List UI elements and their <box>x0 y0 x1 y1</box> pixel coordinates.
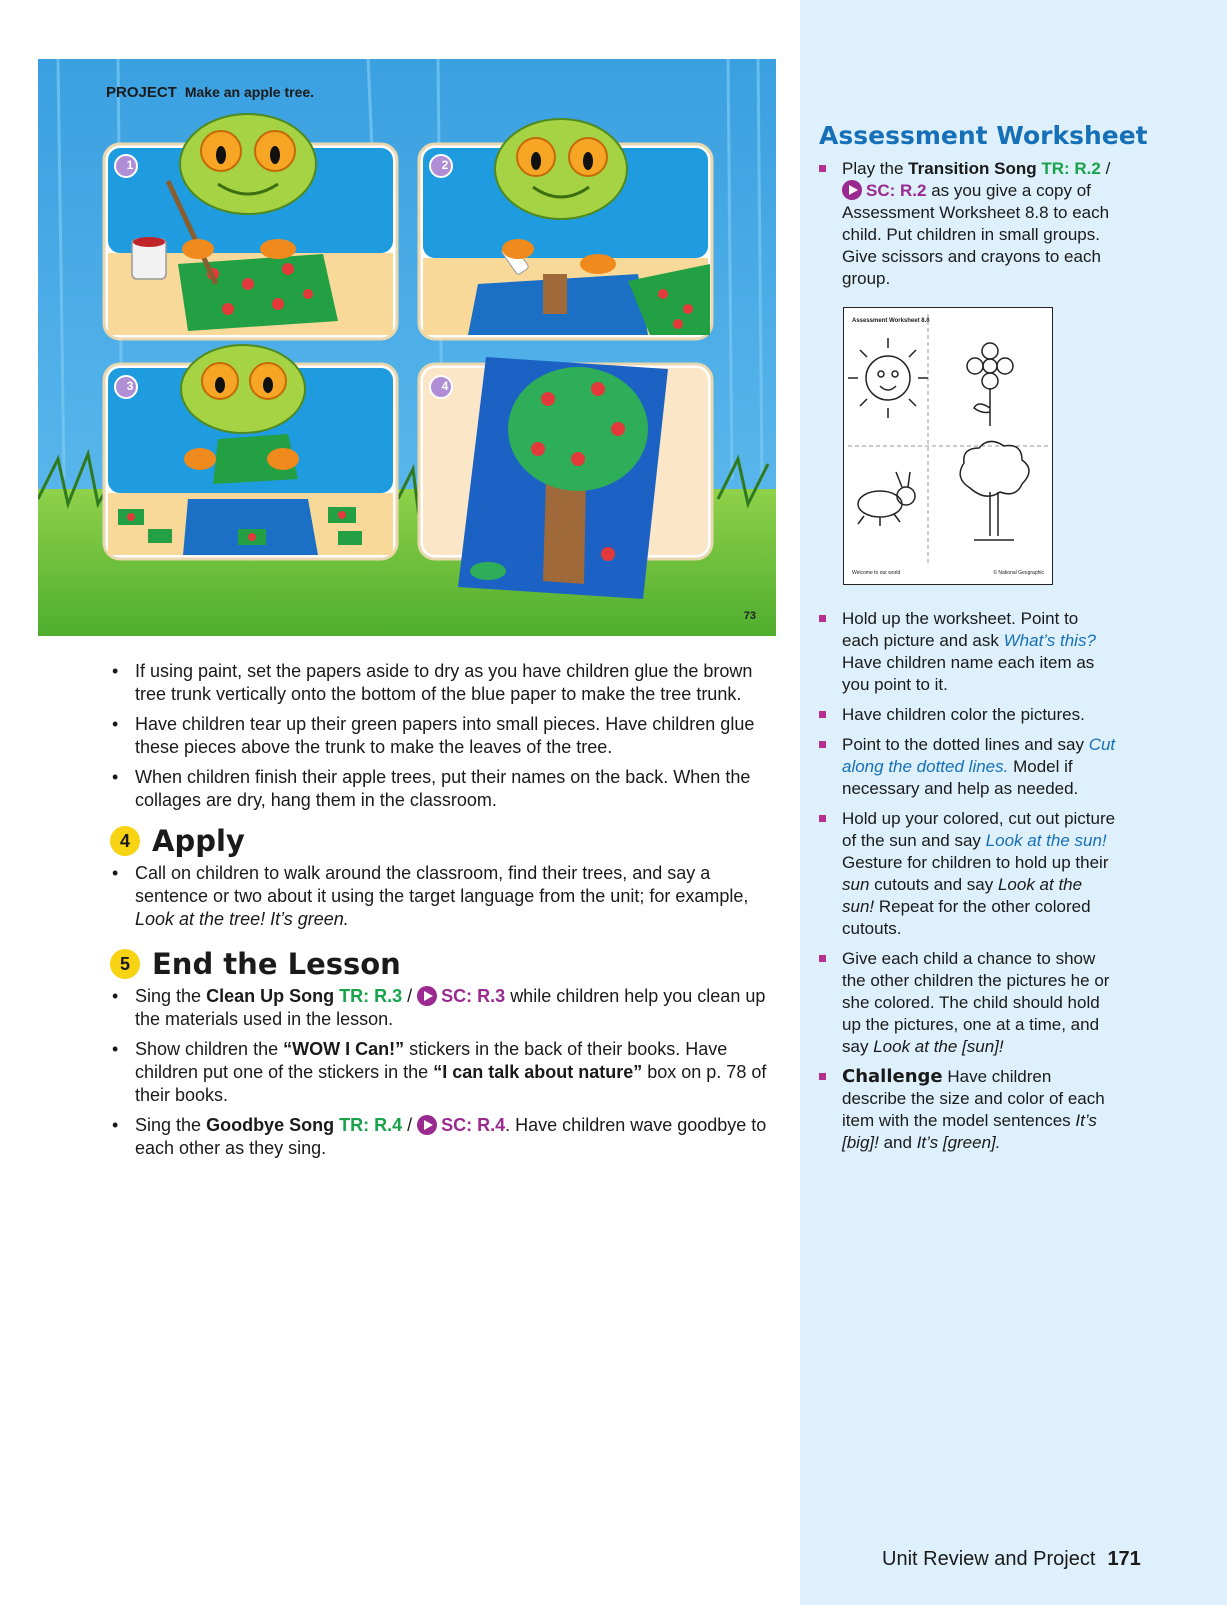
footer-text: Unit Review and Project <box>882 1548 1096 1570</box>
section-number: 4 <box>110 826 140 856</box>
apply-heading <box>110 823 770 858</box>
play-icon <box>417 1115 437 1135</box>
student-page-illustration <box>38 59 776 636</box>
play-icon <box>842 180 862 200</box>
list-item: Play the Transition Song TR: R.2 / SC: R.2 as you give a copy of Assessment Worksheet 8.8 to each child. Put children in small groups. Give scissors and crayons to each group. <box>817 158 1117 290</box>
track-ref: TR: R.2 <box>1041 159 1101 178</box>
flower-icon <box>967 343 1013 426</box>
sidebar-title: Assessment Worksheet <box>819 121 1148 150</box>
sticker-title: “WOW I Can!” <box>283 1039 405 1059</box>
list-item: Have children color the pictures. <box>817 704 1117 726</box>
project-steps-list <box>110 660 770 812</box>
step-badge-3: 3 <box>126 379 134 393</box>
assessment-worksheet-thumbnail <box>843 307 1053 585</box>
step-badge-1: 1 <box>126 158 134 172</box>
prompt-phrase: What’s this? <box>1003 631 1096 650</box>
song-title: Goodbye Song <box>206 1115 335 1135</box>
song-card-ref: SC: R.4 <box>441 1115 506 1135</box>
apply-example: Look at the tree! It’s green. <box>135 909 349 929</box>
project-illustration <box>38 59 776 636</box>
step-1-panel <box>104 114 397 339</box>
track-ref: TR: R.3 <box>339 986 403 1006</box>
song-card-ref: SC: R.2 <box>866 181 927 200</box>
section-title: Apply <box>152 823 245 858</box>
prompt-phrase: Cut along the dotted lines. <box>842 735 1116 776</box>
track-ref: TR: R.4 <box>339 1115 403 1135</box>
song-title: Clean Up Song <box>206 986 335 1006</box>
worksheet-footer-left: Welcome to our world <box>852 570 901 576</box>
list-item: • If using paint, set the papers aside to dry as you have children glue the brown tree trunk vertically onto the bottom of the blue paper to make the tree trunk. <box>110 660 770 706</box>
list-item: Hold up the worksheet. Point to each picture and ask What’s this? Have children name each item as you point to it. <box>817 608 1117 696</box>
page-footer <box>882 1548 1141 1571</box>
list-item: Hold up your colored, cut out picture of the sun and say Look at the sun! Gesture for children to hold up their sun cutouts and say Look at the sun! Repeat for the other colored cutouts. <box>817 808 1117 940</box>
song-card-ref: SC: R.3 <box>441 986 506 1006</box>
tree-icon <box>960 441 1029 540</box>
end-lesson-heading <box>110 946 770 981</box>
step-2-panel <box>419 119 712 339</box>
step-badge-4: 4 <box>441 379 449 393</box>
project-tag: PROJECT <box>106 84 177 101</box>
list-item: Challenge Have children describe the size and color of each item with the model sentences It’s [big]! and It’s [green]. <box>817 1066 1117 1154</box>
list-item: • When children finish their apple trees, put their names on the back. When the collages are dry, hang them in the classroom. <box>110 766 770 812</box>
list-item: • Sing the Goodbye Song TR: R.4 / SC: R.4. Have children wave goodbye to each other as they sing. <box>110 1114 770 1160</box>
sticker-box-title: “I can talk about nature” <box>433 1062 643 1082</box>
challenge-label: Challenge <box>842 1066 943 1087</box>
song-title: Transition Song <box>908 159 1037 178</box>
list-item: • Have children tear up their green papers into small pieces. Have children glue these pieces above the trunk to make the leaves of the tree. <box>110 713 770 759</box>
prompt-phrase: Look at the sun! <box>985 831 1107 850</box>
apply-text: Call on children to walk around the classroom, find their trees, and say a sentence or two about it using the target language from the unit; for example, <box>135 863 749 906</box>
list-item: • Show children the “WOW I Can!” stickers in the back of their books. Have children put one of the stickers in the “I can talk about nature” box on p. 78 of their books. <box>110 1038 770 1107</box>
apply-list <box>110 862 770 931</box>
list-item <box>110 862 770 931</box>
worksheet-footer-right: © National Geographic <box>993 570 1044 576</box>
main-column <box>110 660 770 1167</box>
page-number: 171 <box>1107 1548 1141 1570</box>
step-badge-2: 2 <box>441 158 449 172</box>
list-item: Point to the dotted lines and say Cut along the dotted lines. Model if necessary and help as needed. <box>817 734 1117 800</box>
sidebar-list-top <box>817 158 1117 298</box>
sun-icon <box>848 338 928 418</box>
list-item: • Sing the Clean Up Song TR: R.3 / SC: R.3 while children help you clean up the materials used in the lesson. <box>110 985 770 1031</box>
project-label <box>106 84 314 101</box>
step-3-panel <box>104 345 397 559</box>
worksheet-drawings <box>844 308 1052 584</box>
list-item: Give each child a chance to show the other children the pictures he or she colored. The child should hold up the pictures, one at a time, and say Look at the [sun]! <box>817 948 1117 1058</box>
play-icon <box>417 986 437 1006</box>
section-number: 5 <box>110 949 140 979</box>
sidebar-list-bottom <box>817 608 1117 1162</box>
section-title: End the Lesson <box>152 946 401 981</box>
worksheet-title: Assessment Worksheet 8.8 <box>852 318 930 324</box>
bug-icon <box>858 472 915 526</box>
student-page-number: 73 <box>743 610 756 622</box>
project-instruction: Make an apple tree. <box>184 84 315 100</box>
end-lesson-list <box>110 985 770 1160</box>
